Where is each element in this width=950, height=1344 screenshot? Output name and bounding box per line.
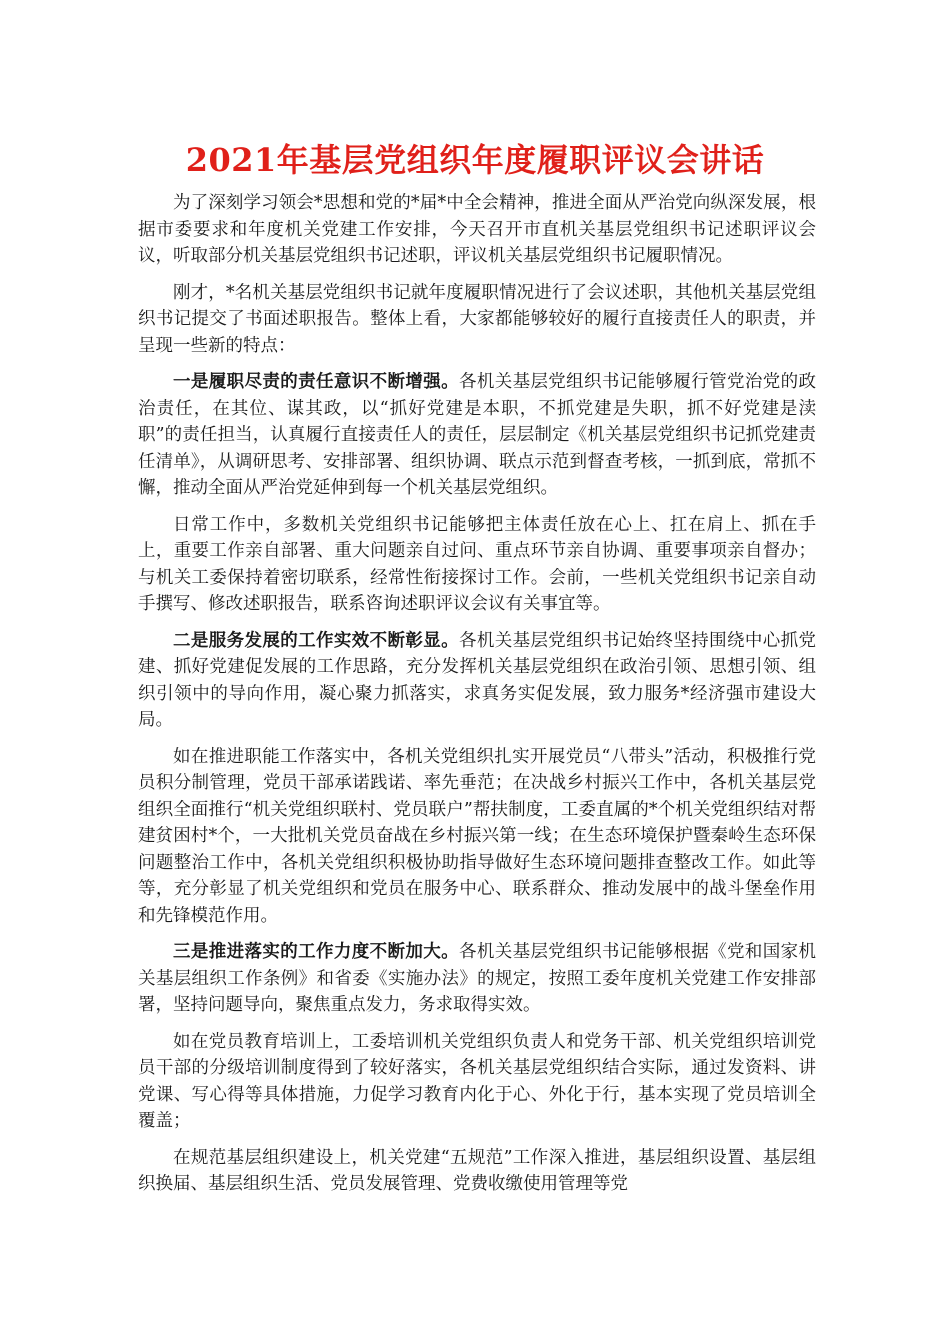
paragraph-daily-work xyxy=(138,512,816,618)
paragraph-overview xyxy=(138,280,816,360)
paragraph-text: 刚才，*名机关基层党组织书记就年度履职情况进行了会议述职，其他机关基层党组织书记提交了书面述职报告。整体上看，大家都能够较好的履行直接责任人的职责，并呈现一些新的特点： xyxy=(138,282,816,356)
paragraph-training xyxy=(138,1029,816,1135)
paragraph-lead: 二是服务发展的工作实效不断彰显。 xyxy=(173,630,459,651)
document-body xyxy=(138,190,816,1208)
paragraph-organization xyxy=(138,1145,816,1198)
document-title: 2021年基层党组织年度履职评议会讲话 xyxy=(185,141,765,179)
paragraph-text: 各机关基层党组织书记始终坚持围绕中心抓党建、抓好党建促发展的工作思路，充分发挥机关基层党组织在政治引领、思想引领、组织引领中的导向作用，凝心聚力抓落实，求真务实促发展，致力服务*经济强市建设大局。 xyxy=(138,630,817,730)
paragraph-text: 各机关基层党组织书记能够根据《党和国家机关基层组织工作条例》和省委《实施办法》的规定，按照工委年度机关党建工作安排部署，坚持问题导向，聚焦重点发力，务求取得实效。 xyxy=(138,942,817,1015)
paragraph-point-one xyxy=(138,369,816,502)
paragraph-lead: 三是推进落实的工作力度不断加大。 xyxy=(173,942,459,962)
paragraph-text: 为了深刻学习领会*思想和党的*届*中全会精神，推进全面从严治党向纵深发展，根据市委要求和年度机关党建工作安排，今天召开市直机关基层党组织书记述职评议会议，听取部分机关基层党组织书记述职，评议机关基层党组织书记履职情况。 xyxy=(138,193,816,266)
paragraph-text: 各机关基层党组织书记能够履行管党治党的政治责任，在其位、谋其政，以“抓好党建是本职，不抓党建是失职，抓不好党建是渎职”的责任担当，认真履行直接责任人的责任，层层制定《机关基层党组织书记抓党建责任清单》，从调研思考、安排部署、组织协调、联点示范到督查考核，一抓到底，常抓不懈，推动全面从严治党延伸到每一个机关基层党组织。 xyxy=(138,372,817,498)
paragraph-point-three xyxy=(138,939,816,1019)
paragraph-examples xyxy=(138,744,816,930)
paragraph-text: 在规范基层组织建设上，机关党建“五规范”工作深入推进，基层组织设置、基层组织换届、基层组织生活、党员发展管理、党费收缴使用管理等党 xyxy=(138,1147,816,1194)
paragraph-lead: 一是履职尽责的责任意识不断增强。 xyxy=(173,372,459,392)
paragraph-point-two xyxy=(138,628,816,734)
paragraph-text: 日常工作中，多数机关党组织书记能够把主体责任放在心上、扛在肩上、抓在手上，重要工作亲自部署、重大问题亲自过问、重点环节亲自协调、重要事项亲自督办；与机关工委保持着密切联系，经常性衔接探讨工作。会前，一些机关党组织书记亲自动手撰写、修改述职报告，联系咨询述职评议会议有关事宜等。 xyxy=(138,514,816,614)
paragraph-text: 如在党员教育培训上，工委培训机关党组织负责人和党务干部、机关党组织培训党员干部的分级培训制度得到了较好落实，各机关基层党组织结合实际，通过发资料、讲党课、写心得等具体措施，力促学习教育内化于心、外化于行，基本实现了党员培训全覆盖； xyxy=(138,1031,816,1131)
paragraph-intro xyxy=(138,190,816,270)
paragraph-text: 如在推进职能工作落实中，各机关党组织扎实开展党员“八带头”活动，积极推行党员积分制管理，党员干部承诺践诺、率先垂范；在决战乡村振兴工作中，各机关基层党组织全面推行“机关党组织联村、党员联户”帮扶制度，工委直属的*个机关党组织结对帮建贫困村*个，一大批机关党员奋战在乡村振兴第一线；在生态环境保护暨秦岭生态环保问题整治工作中，各机关党组织积极协助指导做好生态环境问题排查整改工作。如此等等，充分彰显了机关党组织和党员在服务中心、联系群众、推动发展中的战斗堡垒作用和先锋模范作用。 xyxy=(138,746,816,926)
